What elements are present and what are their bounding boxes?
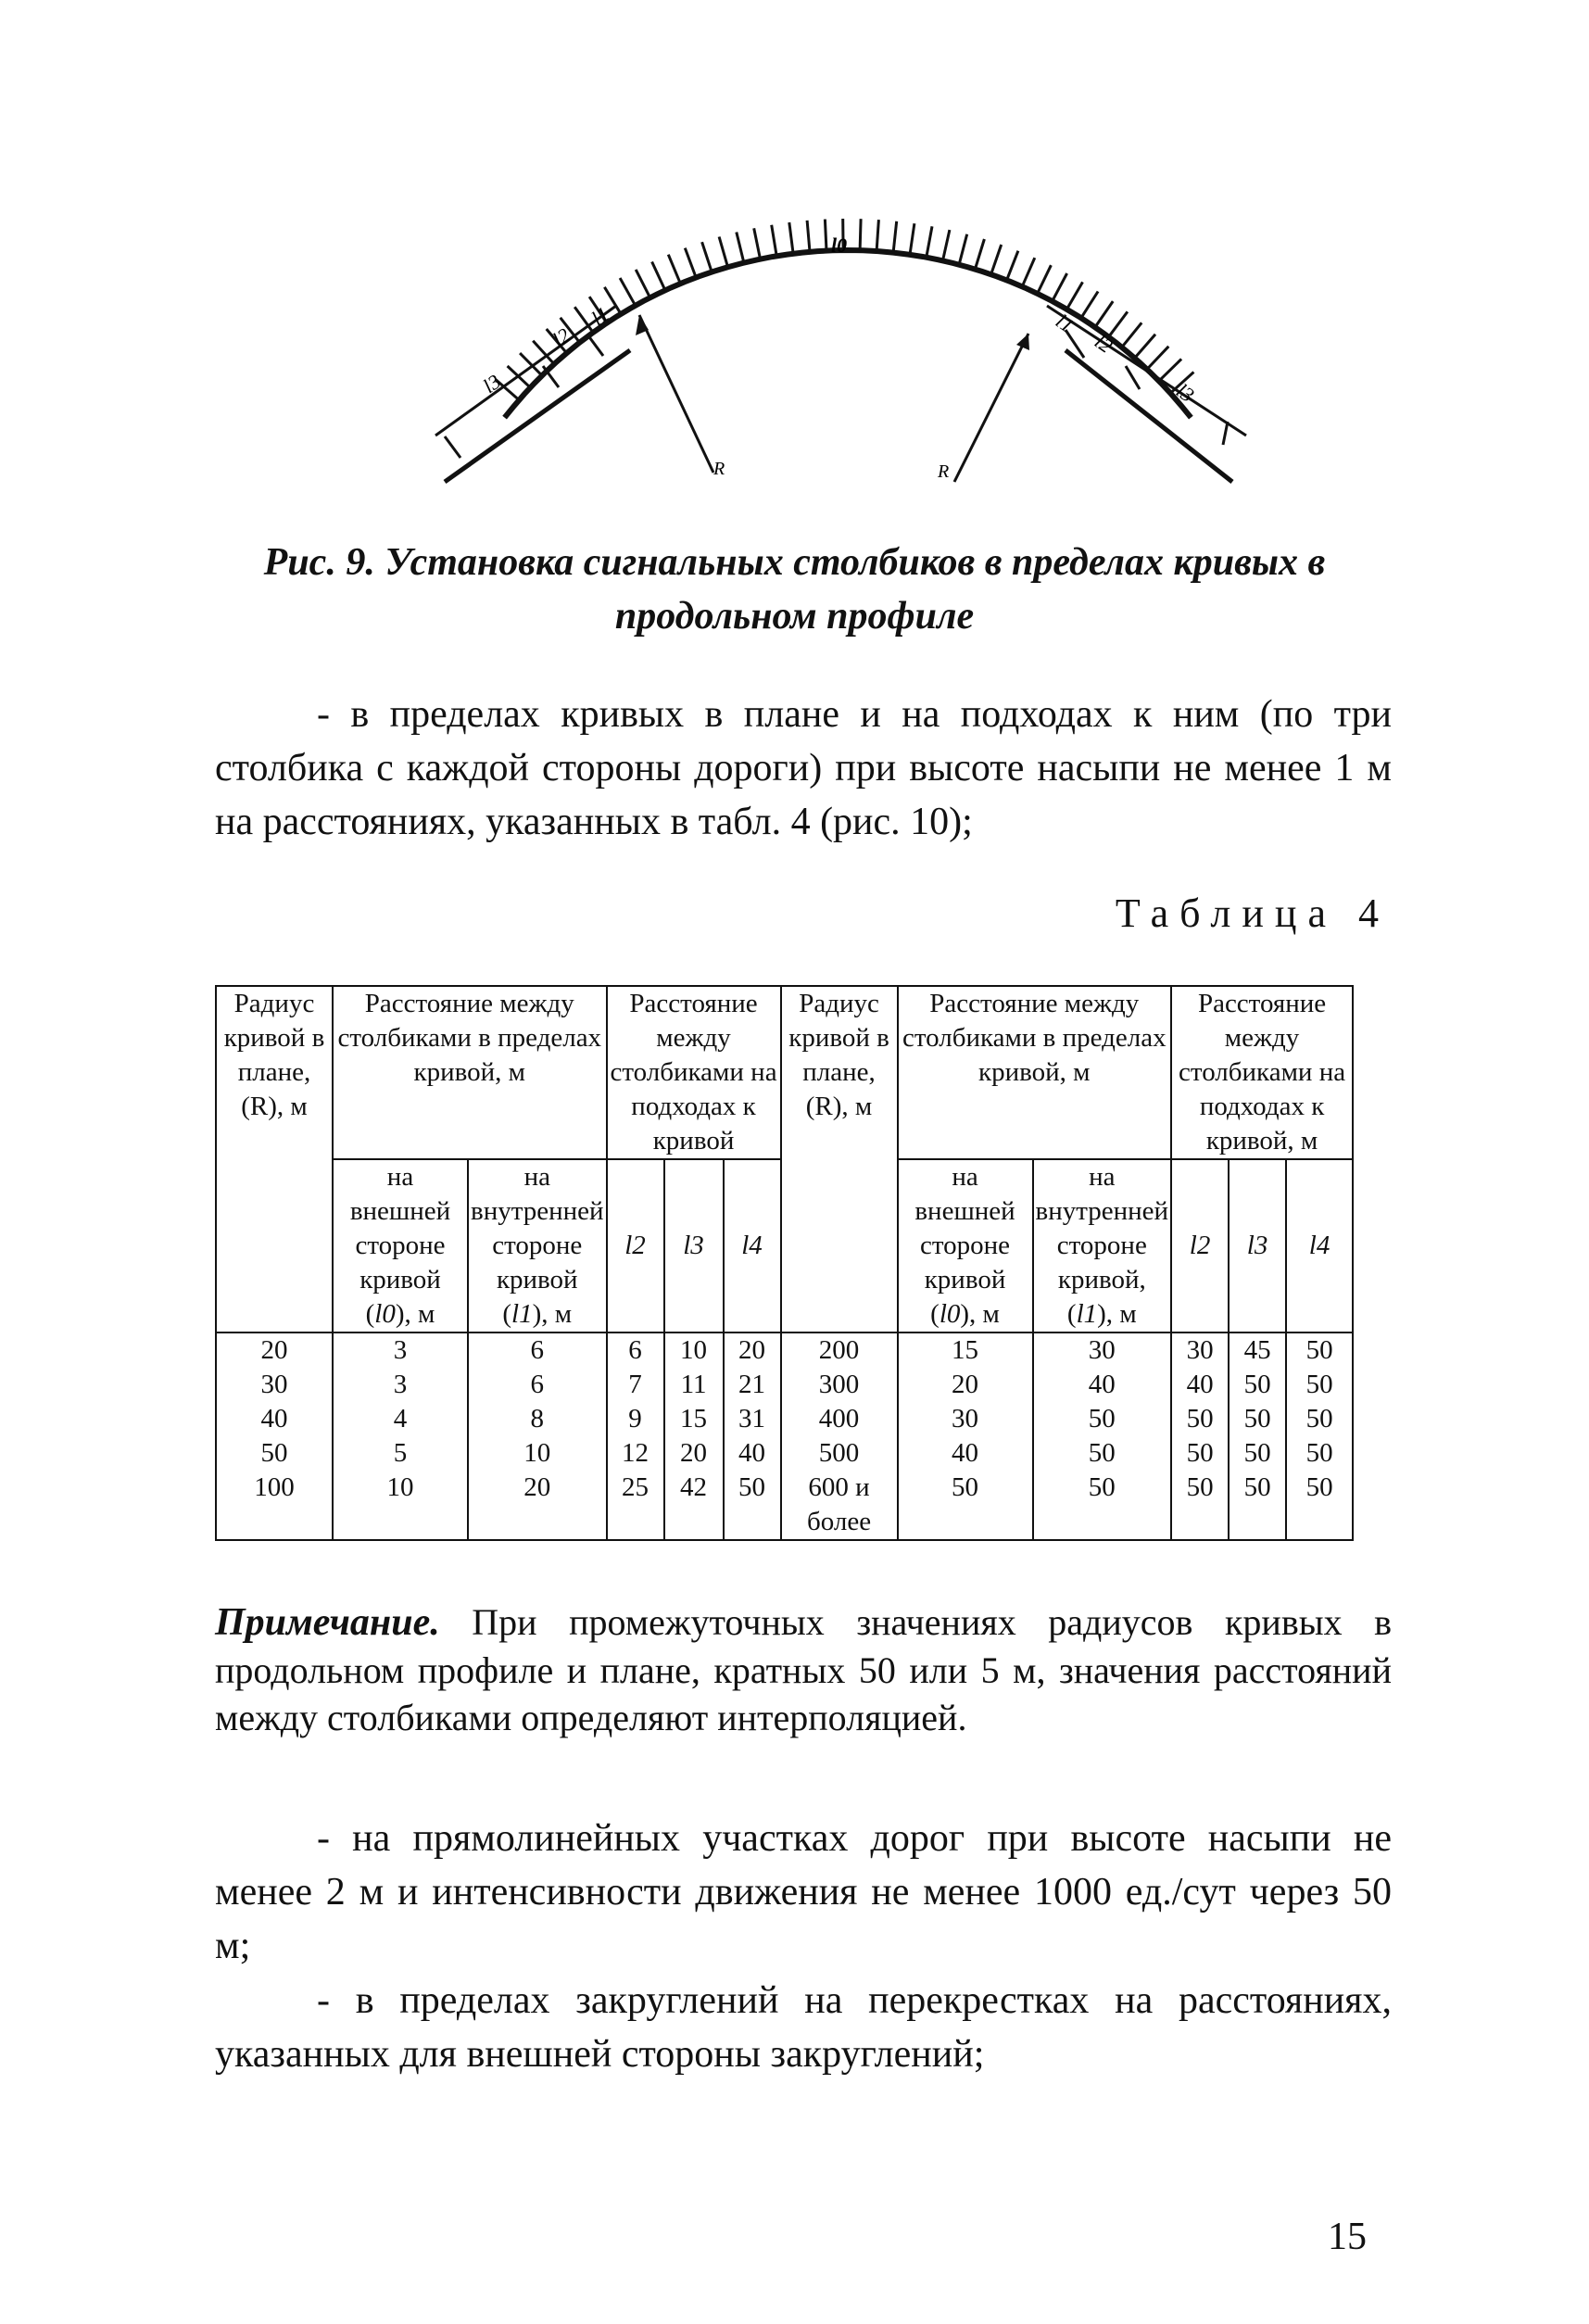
curve-diagram <box>0 0 1589 519</box>
left-post-3 <box>587 335 603 356</box>
table-row <box>216 1333 1353 1368</box>
left-dimension-line <box>435 306 616 436</box>
header-radius: Радиус кривой в плане, (R), м <box>216 986 333 1333</box>
table-cell: 15 <box>664 1402 724 1436</box>
table-cell: 6 <box>468 1368 607 1402</box>
table-cell: 20 <box>664 1436 724 1471</box>
signal-post <box>685 248 696 278</box>
table-cell: 11 <box>664 1368 724 1402</box>
table-cell: 40 <box>1033 1368 1172 1402</box>
table-cell: 50 <box>1229 1471 1286 1540</box>
table-cell: 50 <box>724 1471 781 1540</box>
signal-post <box>1095 301 1113 327</box>
table-cell: 31 <box>724 1402 781 1436</box>
table-row <box>216 1471 1353 1540</box>
right-radius-arrow <box>954 334 1028 482</box>
signal-post <box>1109 311 1128 336</box>
table-cell: 30 <box>216 1368 333 1402</box>
signal-post <box>754 228 761 259</box>
header-l2: l2 <box>607 1159 664 1333</box>
signal-post <box>959 234 967 265</box>
signal-post <box>1053 273 1067 301</box>
label-l2-left: l2 <box>548 322 574 352</box>
signal-post <box>1066 282 1082 309</box>
page-number: 15 <box>1328 2216 1367 2258</box>
signal-post <box>975 239 984 270</box>
table-cell: 10 <box>468 1436 607 1471</box>
table-cell: 300 <box>781 1368 898 1402</box>
table-cell: 50 <box>1033 1402 1172 1436</box>
paragraph-straight-sections: - на прямолинейных участках дорог при высоте насыпи не менее 2 м и интенсивности движения не менее 1000 ед./сут через 50 м; <box>215 1817 1392 1967</box>
table-cell: 20 <box>216 1333 333 1368</box>
table-cell: 3 <box>333 1333 468 1368</box>
table-title: Таблица 4 <box>1115 890 1390 936</box>
table-cell: 400 <box>781 1402 898 1436</box>
table-cell: 50 <box>1171 1436 1229 1471</box>
header-between-curve: Расстояние между столбиками в пределах кривой, м <box>333 986 607 1159</box>
header-between-curve-right: Расстояние между столбиками в пределах кривой, м <box>898 986 1172 1159</box>
signal-post <box>807 221 810 252</box>
signal-post <box>860 219 861 250</box>
table-cell: 10 <box>664 1333 724 1368</box>
table-cell: 30 <box>1171 1333 1229 1368</box>
right-post-3 <box>1223 422 1228 445</box>
table-cell: 10 <box>333 1471 468 1540</box>
table-cell: 20 <box>724 1333 781 1368</box>
table-cell: 25 <box>607 1471 664 1540</box>
signal-post <box>1038 265 1052 294</box>
signal-post <box>1159 359 1181 381</box>
table-cell: 8 <box>468 1402 607 1436</box>
label-l3-right: l3 <box>1172 378 1199 407</box>
signal-post <box>927 226 932 257</box>
left-radius-arrow <box>639 315 713 473</box>
header-outer-side-right: на внешней стороне кривой (l0), м <box>898 1159 1033 1333</box>
signal-post <box>991 245 1002 274</box>
signal-post <box>652 262 665 291</box>
table-cell: 50 <box>1229 1436 1286 1471</box>
table-cell: 9 <box>607 1402 664 1436</box>
table-cell: 100 <box>216 1471 333 1540</box>
table-cell: 40 <box>1171 1368 1229 1402</box>
table-cell: 12 <box>607 1436 664 1471</box>
note-label: Примечание. <box>215 1601 440 1644</box>
signal-post <box>1081 292 1098 319</box>
signal-post <box>789 222 793 254</box>
table-cell: 30 <box>898 1402 1033 1436</box>
table-cell: 40 <box>216 1402 333 1436</box>
table-row <box>216 1436 1353 1471</box>
right-post-2 <box>1126 366 1140 389</box>
table-cell: 50 <box>216 1436 333 1471</box>
header-l4: l4 <box>724 1159 781 1333</box>
table-cell: 50 <box>1286 1368 1353 1402</box>
table-cell: 40 <box>724 1436 781 1471</box>
header-outer-side: на внешней стороне кривой (l0), м <box>333 1159 468 1333</box>
table-cell: 50 <box>1033 1471 1172 1540</box>
table-cell: 200 <box>781 1333 898 1368</box>
signal-post <box>702 242 713 272</box>
table-cell: 40 <box>898 1436 1033 1471</box>
label-l3-left: l3 <box>478 369 505 398</box>
signal-post <box>876 220 878 251</box>
signal-post <box>719 237 727 268</box>
table-cell: 42 <box>664 1471 724 1540</box>
paragraph-intersections: - в пределах закруглений на перекрестках на расстояниях, указанных для внешней стороны закруглений; <box>215 1979 1392 2076</box>
table-cell: 20 <box>898 1368 1033 1402</box>
table-cell: 50 <box>898 1471 1033 1540</box>
table-cell: 20 <box>468 1471 607 1540</box>
table-cell: 50 <box>1286 1436 1353 1471</box>
table-row <box>216 1368 1353 1402</box>
header-l4-right: l4 <box>1286 1159 1353 1333</box>
signal-post <box>1007 251 1018 281</box>
table-cell: 50 <box>1229 1368 1286 1402</box>
table-cell: 3 <box>333 1368 468 1402</box>
label-l2-right: l2 <box>1091 329 1117 358</box>
table-cell: 30 <box>1033 1333 1172 1368</box>
header-l3: l3 <box>664 1159 724 1333</box>
table-cell: 50 <box>1286 1471 1353 1540</box>
label-radius-left: R <box>713 459 725 479</box>
signal-post <box>668 255 680 284</box>
header-radius-right: Радиус кривой в плане, (R), м <box>781 986 898 1333</box>
table-cell: 50 <box>1286 1333 1353 1368</box>
paragraph-curves-in-plan: - в пределах кривых в плане и на подходах к ним (по три столбика с каждой стороны дороги) при высоте насыпи не менее 1 м на расстояниях, указанных в табл. 4 (рис. 10); <box>215 693 1392 843</box>
table-cell: 4 <box>333 1402 468 1436</box>
header-inner-side-right: на внутренней стороне кривой, (l1), м <box>1033 1159 1172 1333</box>
header-inner-side: на внутренней стороне кривой (l1), м <box>468 1159 607 1333</box>
note-text: При промежуточных значениях радиусов кривых в продольном профиле и плане, кратных 50 или 5 м, значения расстояний между столбиками определяют интерполяцией. <box>215 1601 1392 1738</box>
label-l1-right: l1 <box>1052 309 1078 337</box>
signal-post <box>636 270 649 297</box>
signal-post <box>943 230 950 260</box>
table-row <box>216 1402 1353 1436</box>
label-l1-left: l1 <box>586 301 613 331</box>
left-post-1 <box>445 436 460 458</box>
table-cell: 500 <box>781 1436 898 1471</box>
figure-caption: Рис. 9. Установка сигнальных столбиков в пределах кривых в продольном профиле <box>263 541 1326 638</box>
table-cell: 15 <box>898 1333 1033 1368</box>
header-approach: Расстояние между столбиками на подходах к кривой <box>607 986 781 1159</box>
signal-post <box>893 221 897 253</box>
signal-post <box>1122 322 1141 347</box>
table-cell: 6 <box>607 1333 664 1368</box>
table-cell: 21 <box>724 1368 781 1402</box>
table-note <box>215 1598 1392 1741</box>
table-cell: 50 <box>1171 1471 1229 1540</box>
table-cell: 7 <box>607 1368 664 1402</box>
table-cell: 600 и более <box>781 1471 898 1540</box>
signal-post <box>1022 258 1035 286</box>
header-l3-right: l3 <box>1229 1159 1286 1333</box>
label-radius-right: R <box>938 461 950 482</box>
table-distances <box>215 985 1354 1541</box>
signal-post <box>910 223 914 255</box>
table-cell: 5 <box>333 1436 468 1471</box>
signal-post <box>620 278 636 306</box>
table-cell: 50 <box>1171 1402 1229 1436</box>
signal-post <box>1135 335 1155 359</box>
header-l2-right: l2 <box>1171 1159 1229 1333</box>
header-approach-right: Расстояние между столбиками на подходах к кривой, м <box>1171 986 1353 1159</box>
signal-post <box>772 225 777 256</box>
signal-post <box>737 233 744 263</box>
signal-post <box>1147 347 1168 370</box>
table-cell: 6 <box>468 1333 607 1368</box>
signal-post <box>825 220 826 251</box>
table-cell: 50 <box>1033 1436 1172 1471</box>
table-cell: 50 <box>1286 1402 1353 1436</box>
table-cell: 50 <box>1229 1402 1286 1436</box>
table-cell: 45 <box>1229 1333 1286 1368</box>
label-l0-top: l0 <box>831 234 848 257</box>
